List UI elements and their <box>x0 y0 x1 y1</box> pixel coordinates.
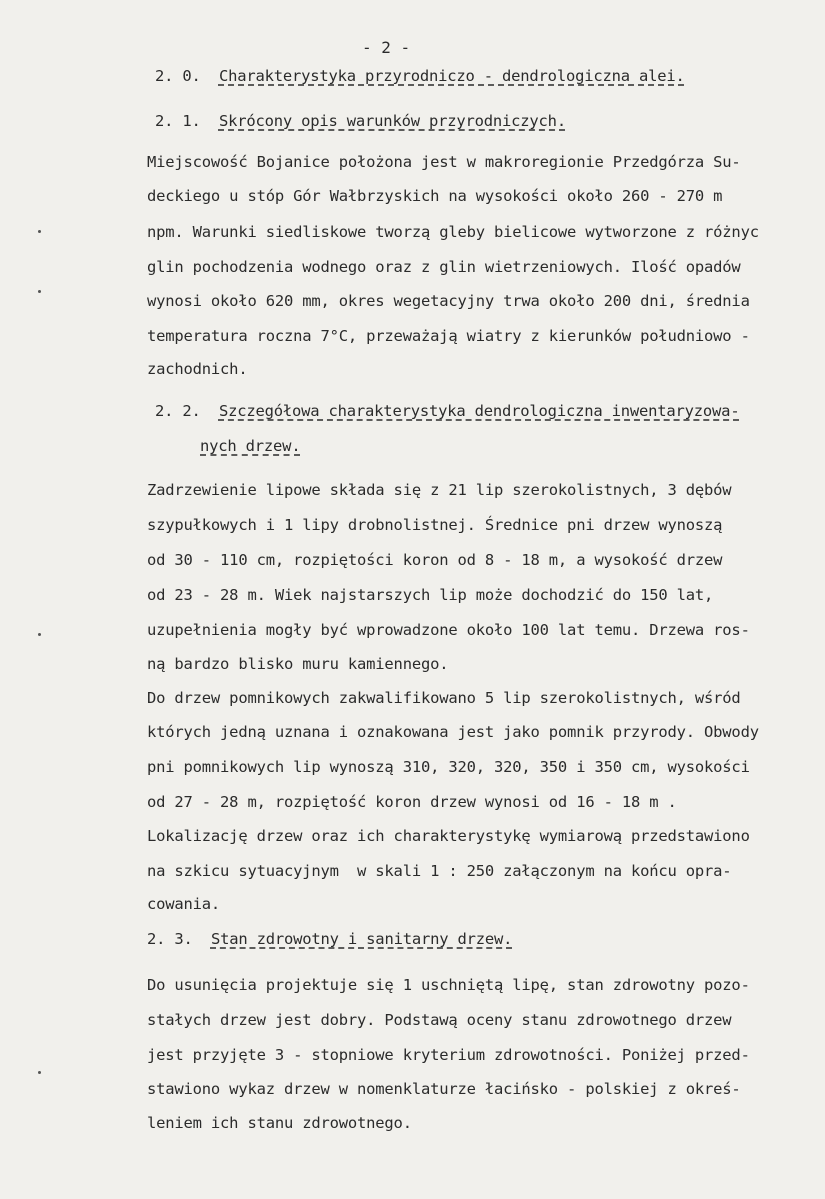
text-line: uzupełnienia mogły być wprowadzone około 100 lat temu. Drzewa ros- <box>147 621 750 639</box>
heading-2-0 <box>155 66 685 86</box>
text-line: Do usunięcia projektuje się 1 uschniętą lipę, stan zdrowotny pozo- <box>147 976 750 994</box>
text-line: na szkicu sytuacyjnym w skali 1 : 250 załączonym na końcu opra- <box>147 862 732 880</box>
text-line: zachodnich. <box>147 360 248 378</box>
text-line: wynosi około 620 mm, okres wegetacyjny trwa około 200 dni, średnia <box>147 292 750 310</box>
scan-mark <box>38 1071 41 1074</box>
text-line: ną bardzo blisko muru kamiennego. <box>147 655 449 673</box>
heading-title: Skrócony opis warunków przyrodniczych. <box>218 112 566 130</box>
heading-2-3 <box>147 929 512 949</box>
text-line: od 23 - 28 m. Wiek najstarszych lip może dochodzić do 150 lat, <box>147 586 714 604</box>
text-line: od 30 - 110 cm, rozpiętości koron od 8 - 18 m, a wysokość drzew <box>147 551 723 569</box>
text-line: Do drzew pomnikowych zakwalifikowano 5 lip szerokolistnych, wśród <box>147 689 741 707</box>
text-line: których jedną uznana i oznakowana jest jako pomnik przyrody. Obwody <box>147 723 759 741</box>
text-line: stałych drzew jest dobry. Podstawą oceny stanu zdrowotnego drzew <box>147 1011 732 1029</box>
text-line: stawiono wykaz drzew w nomenklaturze łacińsko - polskiej z okreś- <box>147 1080 741 1098</box>
heading-title: Szczegółowa charakterystyka dendrologiczna inwentaryzowa- <box>218 402 740 420</box>
heading-title: Stan zdrowotny i sanitarny drzew. <box>210 930 513 948</box>
scan-mark <box>38 633 41 636</box>
heading-2-2-continued <box>200 436 300 456</box>
text-line: deckiego u stóp Gór Wałbrzyskich na wysokości około 260 - 270 m <box>147 187 723 205</box>
heading-number: 2. 0. <box>155 67 201 85</box>
text-line: cowania. <box>147 895 221 913</box>
text-line: Lokalizację drzew oraz ich charakterystykę wymiarową przedstawiono <box>147 827 750 845</box>
heading-title: Charakterystyka przyrodniczo - dendrologiczna alei. <box>218 67 685 85</box>
page-number: - 2 - <box>362 38 411 57</box>
text-line: Miejscowość Bojanice położona jest w makroregionie Przedgórza Su- <box>147 153 741 171</box>
scan-mark <box>38 290 41 293</box>
text-line: szypułkowych i 1 lipy drobnolistnej. Średnice pni drzew wynoszą <box>147 516 723 534</box>
heading-2-1 <box>155 111 566 131</box>
text-line: glin pochodzenia wodnego oraz z glin wietrzeniowych. Ilość opadów <box>147 258 741 276</box>
heading-2-2 <box>155 401 739 421</box>
heading-title: nych drzew. <box>200 437 301 455</box>
heading-number: 2. 1. <box>155 112 201 130</box>
text-line: leniem ich stanu zdrowotnego. <box>147 1114 412 1132</box>
scan-mark <box>38 230 41 233</box>
heading-number: 2. 3. <box>147 930 193 948</box>
text-line: jest przyjęte 3 - stopniowe kryterium zdrowotności. Poniżej przed- <box>147 1046 750 1064</box>
text-line: pni pomnikowych lip wynoszą 310, 320, 320, 350 i 350 cm, wysokości <box>147 758 750 776</box>
text-line: od 27 - 28 m, rozpiętość koron drzew wynosi od 16 - 18 m . <box>147 793 677 811</box>
text-line: temperatura roczna 7°C, przeważają wiatry z kierunków południowo - <box>147 327 750 345</box>
text-line: Zadrzewienie lipowe składa się z 21 lip szerokolistnych, 3 dębów <box>147 481 732 499</box>
text-line: npm. Warunki siedliskowe tworzą gleby bielicowe wytworzone z różnyc <box>147 223 759 241</box>
heading-number: 2. 2. <box>155 402 201 420</box>
